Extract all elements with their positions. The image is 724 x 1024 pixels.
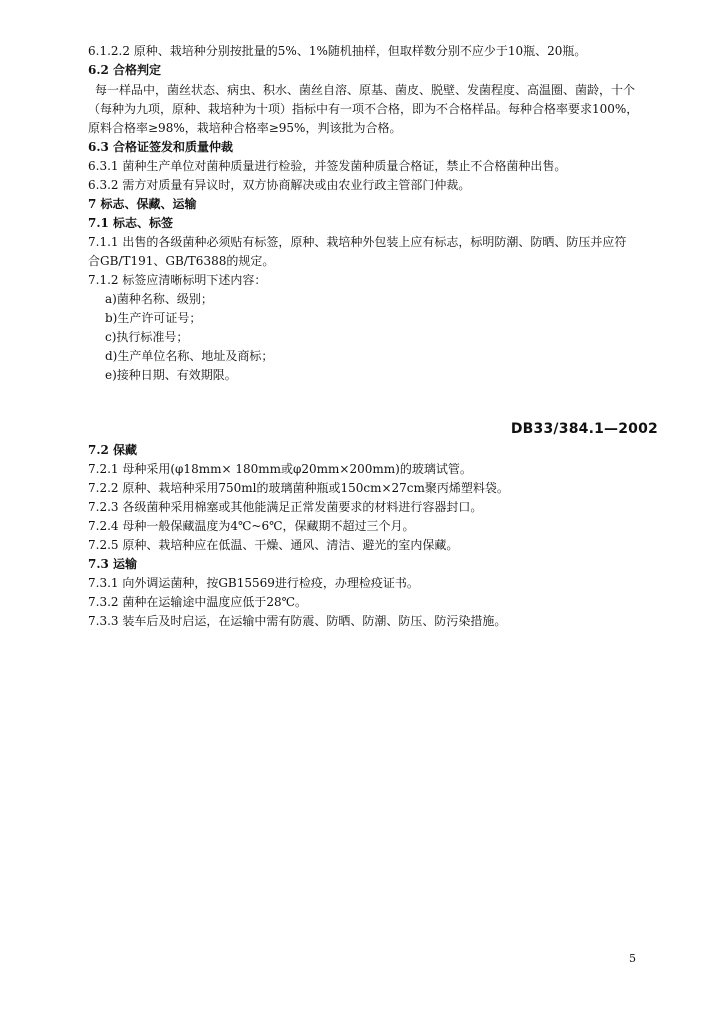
clause-6-3-2: 6.3.2 需方对质量有异议时，双方协商解决或由农业行政主管部门仲裁。 — [88, 178, 471, 192]
list-item-d: d)生产单位名称、地址及商标； — [105, 349, 274, 363]
clause-7-2-3: 7.2.3 各级菌种采用棉塞或其他能满足正常发菌要求的材料进行容器封口。 — [88, 500, 483, 514]
section-7-3-heading: 7.3 运输 — [88, 557, 138, 571]
list-item-c: c)执行标准号； — [105, 330, 189, 344]
clause-7-3-1: 7.3.1 向外调运菌种，按GB15569进行检疫，办理检疫证书。 — [88, 576, 419, 590]
clause-7-2-5: 7.2.5 原种、栽培种应在低温、干燥、通风、清洁、避光的室内保藏。 — [88, 538, 459, 552]
paragraph-line-2: （每种为九项，原种、栽培种为十项）指标中有一项不合格，即为不合格样品。每种合格率要求100%， — [88, 102, 639, 116]
section-7-1-heading: 7.1 标志、标签 — [88, 216, 174, 230]
clause-7-1-1-line-1: 7.1.1 出售的各级菌种必须贴有标签，原种、栽培种外包装上应有标志，标明防潮、防晒、防压并应符 — [88, 235, 627, 249]
clause-7-2-1: 7.2.1 母种采用(φ18mm× 180mm或φ20mm×200mm)的玻璃试管。 — [88, 462, 472, 476]
paragraph-line-1: 每一样品中，菌丝状态、病虫、积水、菌丝自溶、原基、菌皮、脱壁、发菌程度、高温圈、菌龄，十个 — [95, 83, 636, 97]
clause-6-3-1: 6.3.1 菌种生产单位对菌种质量进行检验，并签发菌种质量合格证，禁止不合格菌种出售。 — [88, 159, 567, 173]
section-6-2-heading: 6.2 合格判定 — [88, 63, 162, 77]
clause-7-2-2: 7.2.2 原种、栽培种采用750ml的玻璃菌种瓶或150cm×27cm聚丙烯塑料袋。 — [88, 481, 509, 495]
clause-6-1-2-2: 6.1.2.2 原种、栽培种分别按批量的5%、1%随机抽样，但取样数分别不应少于10瓶、20瓶。 — [88, 44, 587, 58]
clause-7-1-2: 7.1.2 标签应清晰标明下述内容： — [88, 273, 267, 287]
paragraph-line-3: 原料合格率≥98%，栽培种合格率≥95%，判该批为合格。 — [88, 121, 402, 135]
page-number: 5 — [629, 952, 636, 965]
standard-code-header: DB33/384.1—2002 — [510, 421, 658, 437]
list-item-a: a)菌种名称、级别； — [105, 292, 213, 306]
clause-7-3-3: 7.3.3 装车后及时启运，在运输中需有防震、防晒、防潮、防压、防污染措施。 — [88, 614, 507, 628]
section-7-2-heading: 7.2 保藏 — [88, 443, 138, 457]
chapter-7-heading: 7 标志、保藏、运输 — [88, 197, 197, 211]
list-item-b: b)生产许可证号； — [105, 311, 202, 325]
list-item-e: e)接种日期、有效期限。 — [105, 368, 237, 382]
clause-7-1-1-line-2: 合GB/T191、GB/T6388的规定。 — [88, 254, 275, 268]
clause-7-3-2: 7.3.2 菌种在运输途中温度应低于28℃。 — [88, 595, 308, 609]
section-6-3-heading: 6.3 合格证签发和质量仲裁 — [88, 140, 234, 154]
clause-7-2-4: 7.2.4 母种一般保藏温度为4℃~6℃，保藏期不超过三个月。 — [88, 519, 415, 533]
